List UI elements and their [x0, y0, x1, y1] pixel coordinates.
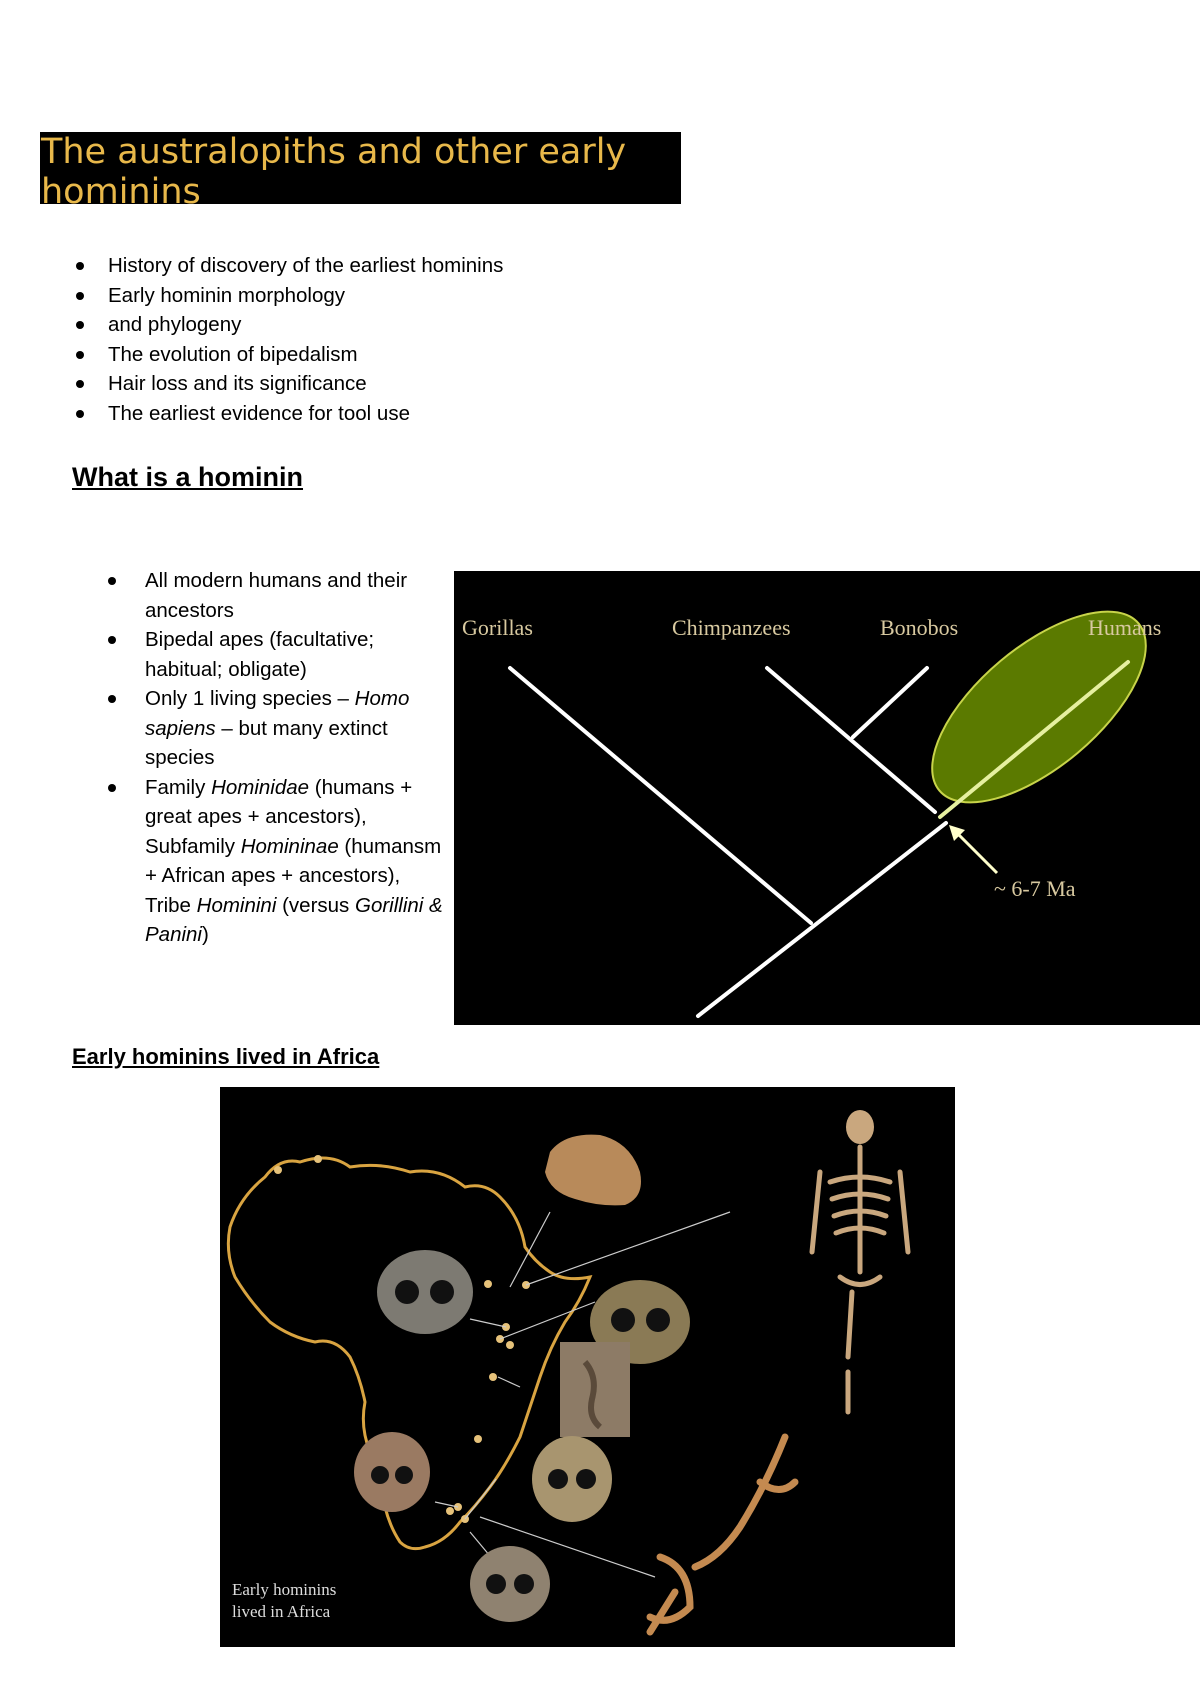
topic-list	[76, 251, 503, 428]
label-gorillas: Gorillas	[462, 615, 533, 640]
leader-line	[435, 1502, 458, 1507]
skeleton-leg	[848, 1292, 852, 1357]
label-divergence-time: ~ 6-7 Ma	[994, 876, 1076, 901]
eye-socket	[646, 1308, 670, 1332]
skull-image	[354, 1432, 430, 1512]
list-item: History of discovery of the earliest hominins	[76, 251, 503, 281]
fossil-images	[354, 1135, 690, 1622]
leader-line	[526, 1212, 730, 1285]
bonobo-branch	[853, 668, 927, 737]
gorilla-branch	[510, 668, 811, 923]
text-run-italic: Hominini	[196, 893, 277, 917]
site-marker	[314, 1155, 322, 1163]
title-line-2: hominins	[41, 172, 201, 204]
skeleton-arm	[812, 1172, 820, 1252]
page-title	[40, 132, 681, 204]
skull-image	[470, 1546, 550, 1622]
list-item	[108, 773, 443, 950]
phylogeny-tree-figure	[454, 571, 1200, 1025]
eye-socket	[430, 1280, 454, 1304]
list-item	[108, 684, 443, 773]
title-line-1: The australopiths and other early	[41, 132, 627, 172]
eye-socket	[371, 1466, 389, 1484]
skeleton-skull	[846, 1110, 874, 1144]
label-chimpanzees: Chimpanzees	[672, 615, 791, 640]
text-run-italic: Gorillini & Panini	[145, 893, 443, 946]
vertebral-column	[695, 1437, 785, 1567]
eye-socket	[548, 1469, 568, 1489]
list-item: The evolution of bipedalism	[76, 340, 503, 370]
site-marker	[274, 1166, 282, 1174]
text-run-italic: Hominidae	[211, 775, 310, 799]
definition-list	[108, 566, 443, 950]
map-caption-line-2: lived in Africa	[232, 1602, 331, 1621]
eye-socket	[576, 1469, 596, 1489]
text-run-italic: Homininae	[240, 834, 339, 858]
label-humans: Humans	[1088, 615, 1162, 640]
skeleton-image	[812, 1110, 908, 1412]
list-item: The earliest evidence for tool use	[76, 399, 503, 429]
leader-line	[500, 1302, 595, 1339]
list-item: and phylogeny	[76, 310, 503, 340]
text-run: – but many extinct species	[145, 716, 388, 769]
site-marker	[489, 1373, 497, 1381]
site-marker	[446, 1507, 454, 1515]
skull-image	[377, 1250, 473, 1334]
eye-socket	[514, 1574, 534, 1594]
africa-map-figure	[220, 1087, 955, 1647]
list-item: All modern humans and their ancestors	[108, 566, 443, 625]
text-run: (humansm + African apes + ancestors), Tribe	[145, 834, 442, 917]
chimpanzee-branch	[767, 668, 935, 812]
tree-trunk	[698, 823, 946, 1016]
eye-socket	[486, 1574, 506, 1594]
femur-fragment	[650, 1592, 675, 1632]
pelvis-fragment	[650, 1557, 690, 1620]
list-item: Early hominin morphology	[76, 281, 503, 311]
text-run: Only 1 living species –	[145, 687, 355, 710]
text-run: )	[202, 923, 209, 946]
text-run-italic: Homo sapiens	[145, 687, 410, 740]
text-run: (versus	[276, 893, 355, 917]
site-marker	[506, 1341, 514, 1349]
divergence-arrow	[955, 831, 997, 873]
partial-skeleton-image	[650, 1437, 795, 1632]
list-item: Hair loss and its significance	[76, 369, 503, 399]
site-marker	[474, 1435, 482, 1443]
eye-socket	[395, 1280, 419, 1304]
bone-fragment	[760, 1482, 795, 1490]
section-heading-hominin: What is a hominin	[72, 462, 304, 492]
eye-socket	[395, 1466, 413, 1484]
leader-line	[470, 1319, 506, 1327]
site-marker	[484, 1280, 492, 1288]
text-run: (humans + great apes + ancestors), Subfamily	[145, 775, 413, 858]
list-item: Bipedal apes (facultative; habitual; obligate)	[108, 625, 443, 684]
leader-line	[510, 1212, 550, 1287]
leader-line	[498, 1377, 520, 1387]
skull-image	[532, 1436, 612, 1522]
skeleton-arm	[900, 1172, 908, 1252]
map-caption-line-1: Early hominins	[232, 1580, 337, 1599]
skull-image	[545, 1135, 641, 1206]
leader-line	[465, 1479, 496, 1519]
label-bonobos: Bonobos	[880, 615, 959, 640]
text-run: Family	[145, 775, 212, 799]
section-heading-africa: Early hominins lived in Africa	[72, 1044, 380, 1069]
africa-map-svg	[220, 1087, 955, 1647]
eye-socket	[611, 1308, 635, 1332]
phylogeny-tree-svg	[454, 571, 1200, 1025]
skeleton-pelvis	[840, 1277, 880, 1285]
